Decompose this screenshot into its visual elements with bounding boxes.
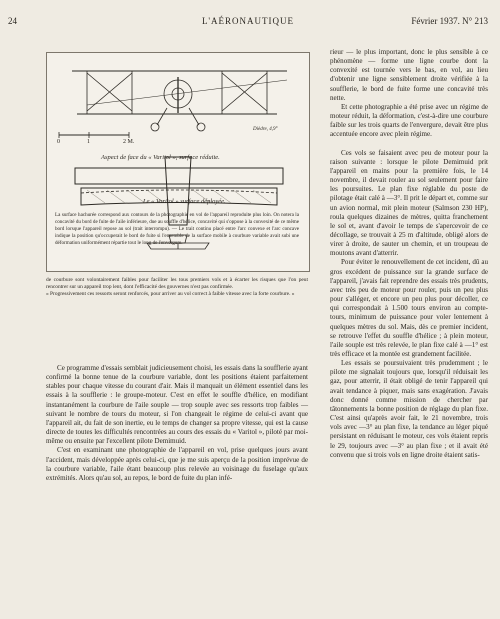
page-number: 24 bbox=[8, 16, 17, 26]
footnote-paragraph: « Progressivement ces ressorts seront renforcés, pour arriver au vol correct à faible vitesse avec la forte courbure. » bbox=[46, 291, 295, 297]
journal-title: L'AÉRONAUTIQUE bbox=[201, 16, 295, 26]
right-column-body bbox=[330, 48, 488, 460]
scale-label-0: 0 bbox=[57, 139, 60, 145]
dihedral-label: Dièdre, 4,9° bbox=[253, 127, 278, 132]
scale-label-2: 2 M. bbox=[123, 139, 135, 145]
body-paragraph: Et cette photographie a été prise avec un régime de moteur réduit, la déformation, c'est-à-dire une courbure faible sur les trois quarts de l'envergure, devait être plus accentuée encore avec plein régime. bbox=[330, 102, 488, 139]
body-paragraph: C'est en examinant une photographie de l'appareil en vol, prise quelques jours avant l'accident, mais développée après celui-ci, que je me suis aperçu de la position imprévue de la courbure variable, l'aile étant beaucoup plus relevée au voisinage du fuselage qu'aux extrémités. Alors qu'au sol, au repos, le bord de fuite du plan infé- bbox=[46, 446, 308, 482]
page-header bbox=[8, 16, 488, 30]
aircraft-figure bbox=[46, 52, 310, 272]
front-view-caption: Aspect de face du « Varitol », surface réduite. bbox=[101, 154, 220, 161]
body-paragraph: Les essais se poursuivaient très prudemment ; le pilote me signalait toujours que, lorsqu'il réduisait les gaz, pour atterrir, il était obligé de tenir l'appareil qui avait tendance à piquer, mais sans exagération. J'avais donc donné comme mission de chercher par tâtonnements la bonne position de réglage du plan fixe. C'est ainsi qu'après avoir fait, le 21 novembre, trois vols avec —3° au plan fixe, la tendance au léger piqué persistant en réduisant le moteur, ces vols étaient repris le 29, toujours avec —3° au plan fixe ; et il avait été convenu que si trois vols en ligne droite étaient satis- bbox=[330, 359, 488, 459]
body-paragraph: Pour éviter le renouvellement de cet incident, dû au gros excédent de puissance sur la grande surface de l'appareil, j'avais fait reprendre des essais très prudents, avec très peu de moteur pour rouler, puis un peu plus pour s'alléger, et encore un peu plus pour décoller, ce qui correspondait à 1.500 tours environ au compte-tours, minimum de puissance pour voler lentement à quelques mètres du sol. Mais, dès ce premier incident, se retrouve l'effet du souffle d'hélice ; à plein moteur, l'aile souple est très relevée, le plan fixe calé à —1° est très efficace et la montée est grandement facilitée. bbox=[330, 258, 488, 358]
body-paragraph: Ces vols se faisaient avec peu de moteur pour la raison suivante : lorsque le pilote Demimuid prit l'appareil en mains pour la première fois, le 14 novembre, il devait rouler au sol seulement pour faire les poursuites. Le plan fixe réglable du poste de pilotage était calé à —3°. Il prit le départ et, comme sur un avion normal, mit plein moteur (Salmson 230 HP), roula quelques dizaines de mètres, quitta franchement le sol et, avant d'avoir le temps de s'apercevoir de ce décollage, se trouvait à 25 m d'altitude, obligé alors de virer à droite, de sauter un chemin, et un troupeau de moutons avant d'atterrir. bbox=[330, 148, 488, 258]
footnote-block bbox=[46, 277, 308, 298]
body-paragraph: Ce programme d'essais semblait judicieusement choisi, les essais dans la soufflerie ayant confirmé la bonne tenue de la courbure variable, dont les positions étaient parfaitement stables pour chaque vitesse du courant d'air. Mais il manquait un élément essentiel dans les essais à la soufflerie : le groupe-moteur. C'est en effet le souffle d'hélice, en modifiant instantanément la courbure de l'aile souple — trop souple avec ses ressorts trop faibles — suivant le nombre de tours du moteur, si l'on changeait le régime de celui-ci avant que l'appareil ait, du fait de son inertie, eu le temps de changer sa propre vitesse, qui est la cause directe de toutes les difficultés rencontrées au cours des essais du « Varitol », piloté par moi-même ou ensuite par l'excellent pilote Demimuid. bbox=[46, 364, 308, 446]
top-view-caption: Le « Varitol » surface déployée. bbox=[143, 198, 226, 205]
body-paragraph: rieur — le plus important, donc le plus sensible à ce phénomène — forme une ligne courbe dont la convexité est tournée vers le bas, en vol, au lieu d'obtenir une ligne sensiblement droite vérifiée à la soufflerie, le bord de fuite forme une concavité très nette. bbox=[330, 48, 488, 102]
issue-date: Février 1937. N° 213 bbox=[411, 16, 488, 26]
left-column-body bbox=[46, 364, 308, 483]
scale-label-1: 1 bbox=[87, 139, 90, 145]
footnote-paragraph: de courbure sont volontairement faibles pour faciliter les tous premiers vols et à écarter les risques que l'on peut rencontrer sur un appareil trop lent, dont l'efficacité des gouvernes n'est pas confirmée. bbox=[46, 277, 308, 290]
figure-legend: La surface hachurée correspond aux contours de la photographie en vol de l'appareil reproduite plus loin. On notera la concavité du bord de fuite de l'aile inférieure, due au souffle d'hélice, concavité qui s'oppose à la convexité de ce même bord lorsque l'appareil repose au sol (trait interrompu). — Le trait continu placé entre l'arc convexe et l'arc concave indique la position qu'occuperait le bord de fuite si l'ensemble de la surface mobile à courbure variable avait subi une déformation uniformément répartie tout le long de l'envergure. bbox=[55, 212, 299, 246]
upper-wing-planform bbox=[75, 168, 283, 184]
